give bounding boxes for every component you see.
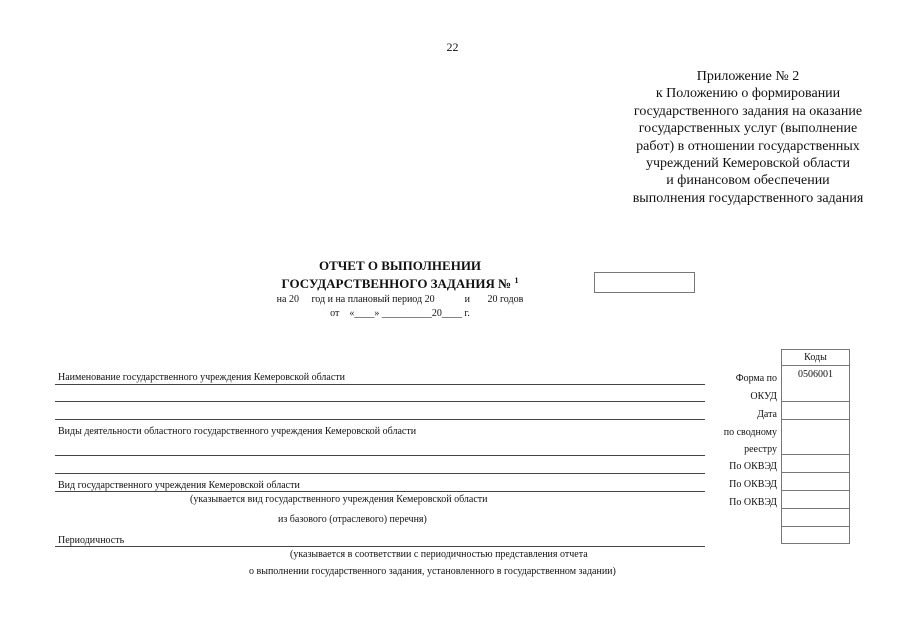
footnote-mark: 1 [514,276,519,285]
appendix-line: Приложение № 2 [696,69,800,84]
appendix-line: выполнения государственного задания [632,190,864,206]
okved-code-cell-2[interactable] [782,473,850,491]
report-subtitle [200,276,600,292]
appendix-line: к Положению о формировании [655,86,841,102]
activities-line-2[interactable] [55,473,705,474]
codes-header: Коды [782,350,850,366]
registry-label-2: реестру [744,444,777,455]
okved-label-1: По ОКВЭД [729,461,777,472]
appendix-line: работ) в отношении государственных [636,138,860,154]
extra-code-cell-1[interactable] [782,509,850,527]
date-label: Дата [757,409,777,420]
periodicity-note-1: (указывается в соответствии с периодичностью представления отчета [290,549,588,560]
okved-label-2: По ОКВЭД [729,479,777,490]
registry-code-cell[interactable] [782,420,850,455]
appendix-line: государственного задания на оказание [633,103,863,119]
institution-name-line-2[interactable] [55,401,705,402]
appendix-line: государственных услуг (выполнение [638,121,858,137]
periodicity-line[interactable] [55,546,705,547]
okved-code-cell-3[interactable] [782,491,850,509]
extra-code-cell-2[interactable] [782,527,850,544]
institution-type-line[interactable] [55,491,705,492]
report-subtitle-text: ГОСУДАРСТВЕННОГО ЗАДАНИЯ № [281,276,512,291]
registry-label-1: по сводному [723,427,777,438]
institution-name-line-1[interactable] [55,384,705,385]
report-period-line: на 20 год и на плановый период 20 и 20 годов [276,294,524,305]
institution-type-note-2: из базового (отраслевого) перечня) [278,514,427,525]
appendix-line: и финансовом обеспечении [666,173,830,189]
periodicity-label: Периодичность [58,535,125,546]
activities-line-1[interactable] [55,455,705,456]
form-okud-label-2: ОКУД [750,391,777,402]
activities-label: Виды деятельности областного государственного учреждения Кемеровской области [58,426,417,437]
appendix-heading [598,68,898,207]
okved-code-cell-1[interactable] [782,455,850,473]
institution-type-label: Вид государственного учреждения Кемеровской области [58,480,300,491]
report-title: ОТЧЕТ О ВЫПОЛНЕНИИ [318,258,482,273]
institution-name-label: Наименование государственного учреждения Кемеровской области [58,372,346,383]
date-code-cell[interactable] [782,402,850,420]
okved-label-3: По ОКВЭД [729,497,777,508]
institution-type-note-1: (указывается вид государственного учреждения Кемеровской области [190,494,488,505]
okud-code-cell[interactable]: 0506001 [782,366,850,402]
report-date-line: от «____» __________20____ г. [330,308,470,319]
form-okud-label-1: Форма по [735,373,777,384]
page-number: 22 [446,40,459,54]
codes-table [781,349,850,544]
report-number-box[interactable] [594,272,695,293]
periodicity-note-2: о выполнении государственного задания, установленного в государственном задании) [249,566,616,577]
institution-name-line-3[interactable] [55,419,705,420]
appendix-line: учреждений Кемеровской области [646,156,850,172]
